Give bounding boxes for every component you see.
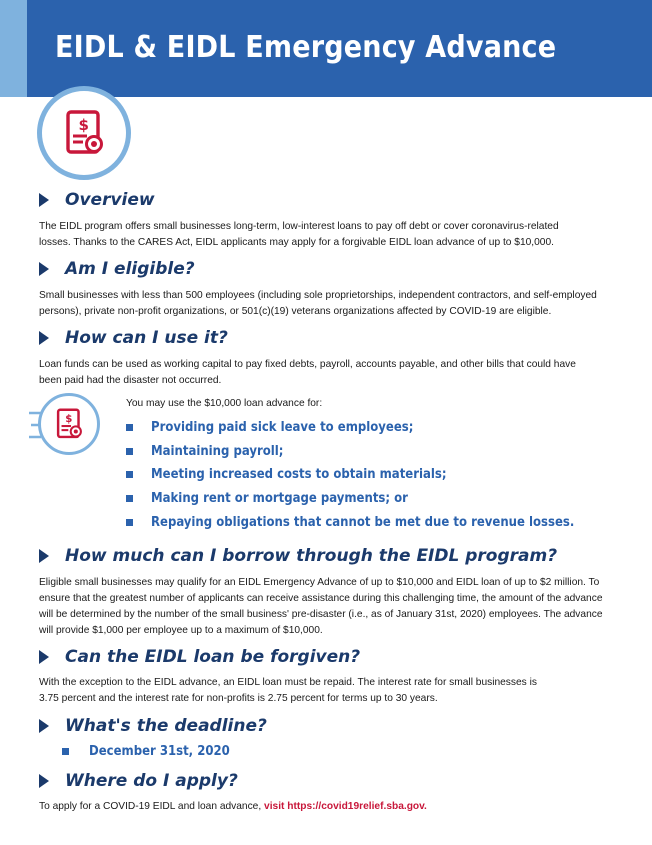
svg-text:$: $: [65, 413, 73, 425]
list-item: Providing paid sick leave to employees;: [126, 416, 574, 440]
advance-uses-list: [126, 416, 574, 534]
triangle-bullet-icon: [39, 719, 49, 733]
forgiven-text: With the exception to the EIDL advance, an EIDL loan must be repaid. The interest rate for small businesses is 3.75 percent and the interest rate for non-profits is 2.75 percent for terms up to 30 years.: [39, 677, 537, 704]
triangle-bullet-icon: [39, 193, 49, 207]
advance-intro: You may use the $10,000 loan advance for:: [126, 398, 323, 409]
square-bullet-icon: [62, 748, 69, 755]
triangle-bullet-icon: [39, 331, 49, 345]
forgiven-heading: Can the EIDL loan be forgiven?: [39, 647, 360, 667]
eligible-text: Small businesses with less than 500 employees (including sole proprietorships, independent contractors, and self-employed persons), private non-profit organizations, or 501(c)(19) veterans organizations affected by COVID-19 are eligible.: [39, 290, 597, 317]
list-item: Making rent or mortgage payments; or: [126, 487, 574, 511]
small-badge: [38, 393, 100, 455]
square-bullet-icon: [126, 519, 133, 526]
apply-heading: Where do I apply?: [39, 771, 238, 791]
square-bullet-icon: [126, 495, 133, 502]
borrow-text: Eligible small businesses may qualify for an EIDL Emergency Advance of up to $10,000 and EIDL loan of up to $2 million. To ensure that the greatest number of applicants can receive assistance during this challenging time, the amount of the advance will be determined by the number of the small business' pre-disaster (i.e., as of January 31st, 2020) employees. The advance will provide $1,000 per employee up to a maximum of $10,000.: [39, 577, 603, 636]
triangle-bullet-icon: [39, 549, 49, 563]
list-item: Meeting increased costs to obtain materials;: [126, 463, 574, 487]
list-item: Repaying obligations that cannot be met due to revenue losses.: [126, 510, 574, 534]
overview-text: The EIDL program offers small businesses long-term, low-interest loans to pay off debt or cover coronavirus-related losses. Thanks to the CARES Act, EIDL applicants may apply for a forgivable EIDL loan advance of up to $10,000.: [39, 221, 559, 248]
eligible-heading: Am I eligible?: [39, 259, 195, 279]
main-badge: [37, 86, 131, 180]
deadline-item: December 31st, 2020: [62, 744, 230, 759]
loan-document-icon: [59, 108, 109, 158]
use-text: Loan funds can be used as working capital to pay fixed debts, payroll, accounts payable, and other bills that could have been paid had the disaster not occurred.: [39, 359, 576, 386]
square-bullet-icon: [126, 424, 133, 431]
fast-document-icon: [52, 407, 86, 441]
list-item: Maintaining payroll;: [126, 440, 574, 464]
apply-text: To apply for a COVID-19 EIDL and loan advance, visit https://covid19relief.sba.gov.: [39, 801, 427, 812]
svg-text:$: $: [78, 116, 89, 134]
borrow-heading: How much can I borrow through the EIDL program?: [39, 546, 557, 566]
apply-link[interactable]: visit https://covid19relief.sba.gov.: [264, 801, 427, 812]
triangle-bullet-icon: [39, 262, 49, 276]
header-accent-strip: [0, 0, 27, 97]
triangle-bullet-icon: [39, 774, 49, 788]
triangle-bullet-icon: [39, 650, 49, 664]
square-bullet-icon: [126, 471, 133, 478]
square-bullet-icon: [126, 448, 133, 455]
use-heading: How can I use it?: [39, 328, 228, 348]
overview-heading: Overview: [39, 190, 155, 210]
page-title: EIDL & EIDL Emergency Advance: [55, 30, 557, 65]
deadline-heading: What's the deadline?: [39, 716, 267, 736]
